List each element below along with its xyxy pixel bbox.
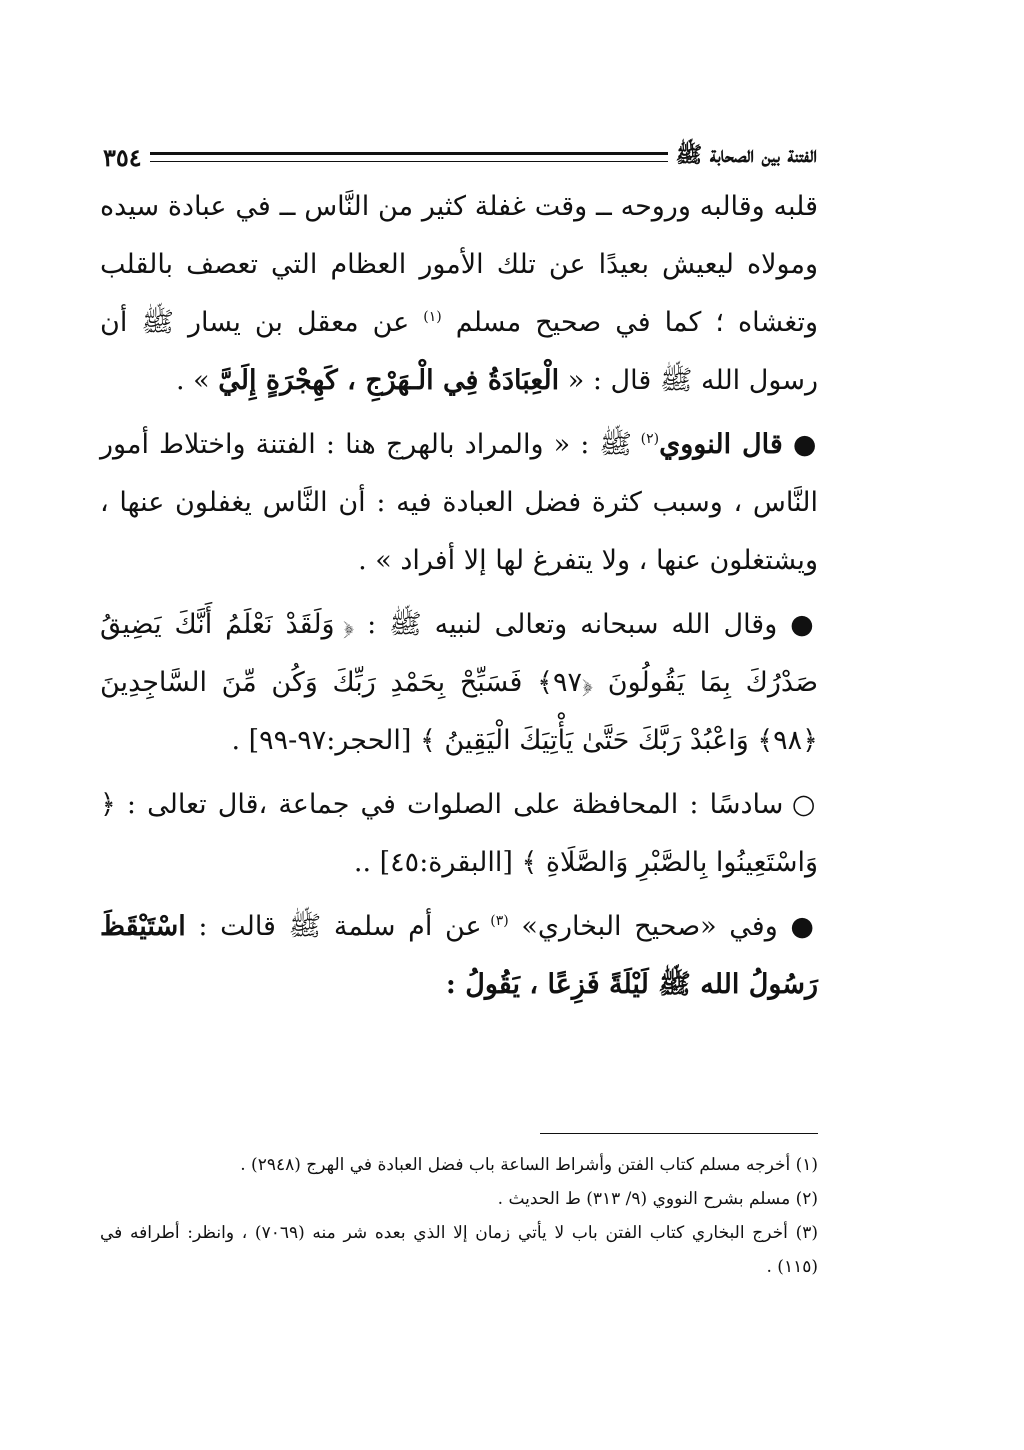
paragraph-4 (100, 776, 818, 892)
paragraph-text: وقال الله سبحانه وتعالى لنبيه ﷺ : (354, 609, 791, 640)
running-title: الفتنة بين الصحابة ﷺ (675, 142, 817, 168)
paragraph-text: قلبه وقالبه وروحه ــ وقت غفلة كثير من النَّاس ــ في عبادة سيده ومولاه ليعيش بعيدًا عن تلك الأمور العظام التي تعصف بالقلب وتغشاه ؛ كما في صحيح مسلم (100, 191, 818, 338)
bullet-hollow: ○ (791, 789, 818, 820)
footnote-ref-3: (٣) (490, 913, 509, 929)
page-number: ٣٥٤ (103, 142, 142, 172)
footnote-ref-2: (٢) (640, 431, 660, 447)
paragraph-1 (100, 178, 818, 410)
main-text (100, 178, 818, 1014)
header-rule (150, 152, 668, 162)
paragraph-text: » . (176, 365, 219, 396)
quran-verse: ﴿ وَلَقَدْ نَعْلَمُ أَنَّكَ يَضِيقُ صَدْرُكَ بِمَا يَقُولُونَ ﴿٩٧﴾ فَسَبِّحْ بِحَمْدِ رَبِّكَ وَكُن مِّنَ السَّاجِدِينَ ﴿٩٨﴾ وَاعْبُدْ رَبَّكَ حَتَّىٰ يَأْتِيَكَ الْيَقِينُ ﴾ (100, 609, 819, 756)
paragraph-text: ﷺ : « والمراد بالهرج هنا : الفتنة واختلاط أمور النَّاس ، وسبب كثرة فضل العبادة فيه : أن النَّاس يغفلون عنها ، ويشتغلون عنها ، ولا يتفرغ لها إلا أفراد » . (100, 429, 818, 576)
verse-reference: [االبقرة:٤٥] .. (353, 847, 522, 878)
speaker-name: قال النووي (659, 429, 783, 460)
verse-reference: [الحجر:٩٧-٩٩] . (231, 725, 420, 756)
footnote-separator (540, 1133, 818, 1134)
quran-verse: ﴿ وَاسْتَعِينُوا بِالصَّبْرِ وَالصَّلَاةِ ﴾ (100, 789, 818, 878)
hadith-quote: اسْتَيْقَظَ رَسُولُ الله ﷺ لَيْلَةً فَزِعًا ، يَقُولُ : (100, 911, 818, 1000)
paragraph-2 (100, 416, 818, 590)
bullet-filled: ● (792, 429, 819, 460)
bullet-filled: ● (790, 911, 818, 942)
hadith-quote: الْعِبَادَةُ فِي الْـهَرْجِ ، كَهِجْرَةٍ إِلَيَّ (218, 365, 560, 396)
paragraph-text: وفي «صحيح البخاري» (508, 911, 791, 942)
footnote-ref-1: (١) (423, 309, 442, 325)
paragraph-text: عن معقل بن يسار ﷺ أن رسول الله ﷺ قال : « (100, 307, 818, 396)
paragraph-3 (100, 596, 818, 770)
paragraph-5 (100, 898, 818, 1014)
bullet-filled: ● (790, 609, 818, 640)
footnote-1: (١) أخرجه مسلم كتاب الفتن وأشراط الساعة باب فضل العبادة في الهرج (٢٩٤٨) . (240, 1155, 818, 1175)
footnote-3: (٣) أخرج البخاري كتاب الفتن باب لا يأتي زمان إلا الذي بعده شر منه (٧٠٦٩) ، وانظر: أطرافه في (١١٥) . (100, 1223, 818, 1277)
running-header (103, 140, 817, 174)
paragraph-text: سادسًا : المحافظة على الصلوات في جماعة ،قال تعالى : (115, 789, 792, 820)
paragraph-text: عن أم سلمة ﷺ قالت : (185, 911, 491, 942)
footnote-2: (٢) مسلم بشرح النووي (٩/ ٣١٣) ط الحديث . (497, 1189, 818, 1209)
footnotes (100, 1148, 818, 1284)
